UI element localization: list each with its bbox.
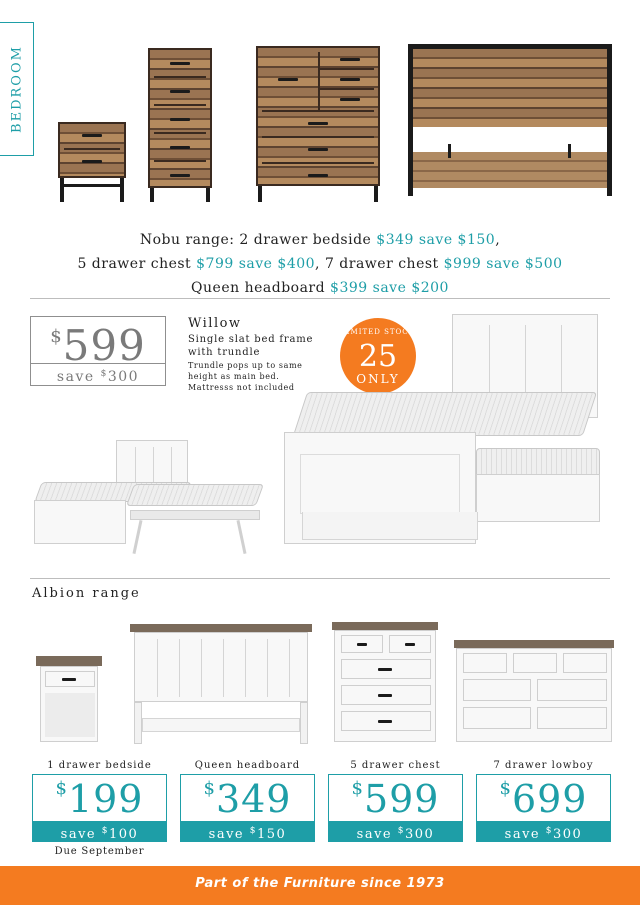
willow-note: Trundle pops up to same height as main bed. Mattresss not included — [188, 361, 303, 392]
nobu-queen-headboard-image — [408, 44, 612, 196]
nobu-line-3 — [0, 276, 640, 300]
albion-price: $349 — [203, 777, 292, 821]
albion-price: $199 — [55, 777, 144, 821]
nobu-7-drawer-chest-image — [256, 46, 380, 202]
category-tab-label: BEDROOM — [9, 45, 24, 133]
willow-bed-image — [280, 314, 610, 552]
albion-price-card — [328, 774, 463, 842]
nobu-line-1-suffix: , — [495, 232, 501, 248]
nobu-chest7-price: $999 — [443, 256, 482, 272]
nobu-bedside-price: $349 — [376, 232, 414, 248]
nobu-chest7-label: , 7 drawer chest — [315, 256, 439, 272]
nobu-chest5-save: save $400 — [238, 256, 316, 272]
nobu-chest5-price: $799 — [196, 256, 234, 272]
willow-title: Willow — [188, 316, 242, 331]
albion-price-card — [476, 774, 611, 842]
nobu-headboard-save: save $200 — [372, 280, 449, 296]
footer-tagline: Part of the Furniture since 1973 — [195, 876, 445, 891]
nobu-5-drawer-chest-image — [148, 48, 212, 202]
nobu-line-2 — [0, 252, 640, 276]
nobu-headboard-price: $399 — [330, 280, 368, 296]
willow-price: $599 — [50, 321, 146, 370]
albion-price-card — [32, 774, 167, 842]
category-tab — [0, 22, 34, 156]
due-note: Due September — [54, 846, 145, 857]
albion-item-label: 1 drawer bedside — [47, 760, 152, 771]
albion-price: $699 — [499, 777, 588, 821]
badge-number: 25 — [358, 339, 398, 374]
nobu-line-1 — [0, 228, 640, 252]
albion-save: save $100 — [33, 821, 166, 841]
albion-5-drawer-chest-image — [332, 622, 438, 746]
albion-item-label: 7 drawer lowboy — [493, 760, 594, 771]
albion-bedside-image — [36, 656, 102, 746]
albion-save: save $300 — [477, 821, 610, 841]
albion-title: Albion range — [32, 586, 141, 601]
albion-item-label: Queen headboard — [194, 760, 301, 771]
badge-top-text: LIMITED STOCK — [341, 328, 415, 336]
nobu-headboard-label: Queen headboard — [191, 280, 326, 296]
badge-bottom-text: ONLY — [356, 372, 400, 386]
section-divider-2 — [30, 578, 610, 579]
albion-7-drawer-lowboy-image — [454, 640, 614, 746]
nobu-chest7-save: save $500 — [486, 256, 563, 272]
albion-price-card — [180, 774, 315, 842]
albion-price: $599 — [351, 777, 440, 821]
nobu-bedside-image — [58, 122, 126, 202]
willow-price-box — [30, 316, 166, 386]
willow-subtitle: Single slat bed frame with trundle — [188, 334, 314, 358]
willow-trundle-image — [30, 440, 270, 556]
albion-save: save $150 — [181, 821, 314, 841]
nobu-bedside-save: save $150 — [418, 232, 496, 248]
albion-item-label: 5 drawer chest — [350, 760, 441, 771]
footer-banner — [0, 866, 640, 905]
nobu-bedside-label: Nobu range: 2 drawer bedside — [139, 232, 372, 248]
section-divider — [30, 298, 610, 299]
nobu-chest5-label: 5 drawer chest — [77, 256, 192, 272]
albion-save: save $300 — [329, 821, 462, 841]
albion-headboard-image — [130, 624, 312, 746]
willow-save: save $300 — [31, 363, 165, 385]
